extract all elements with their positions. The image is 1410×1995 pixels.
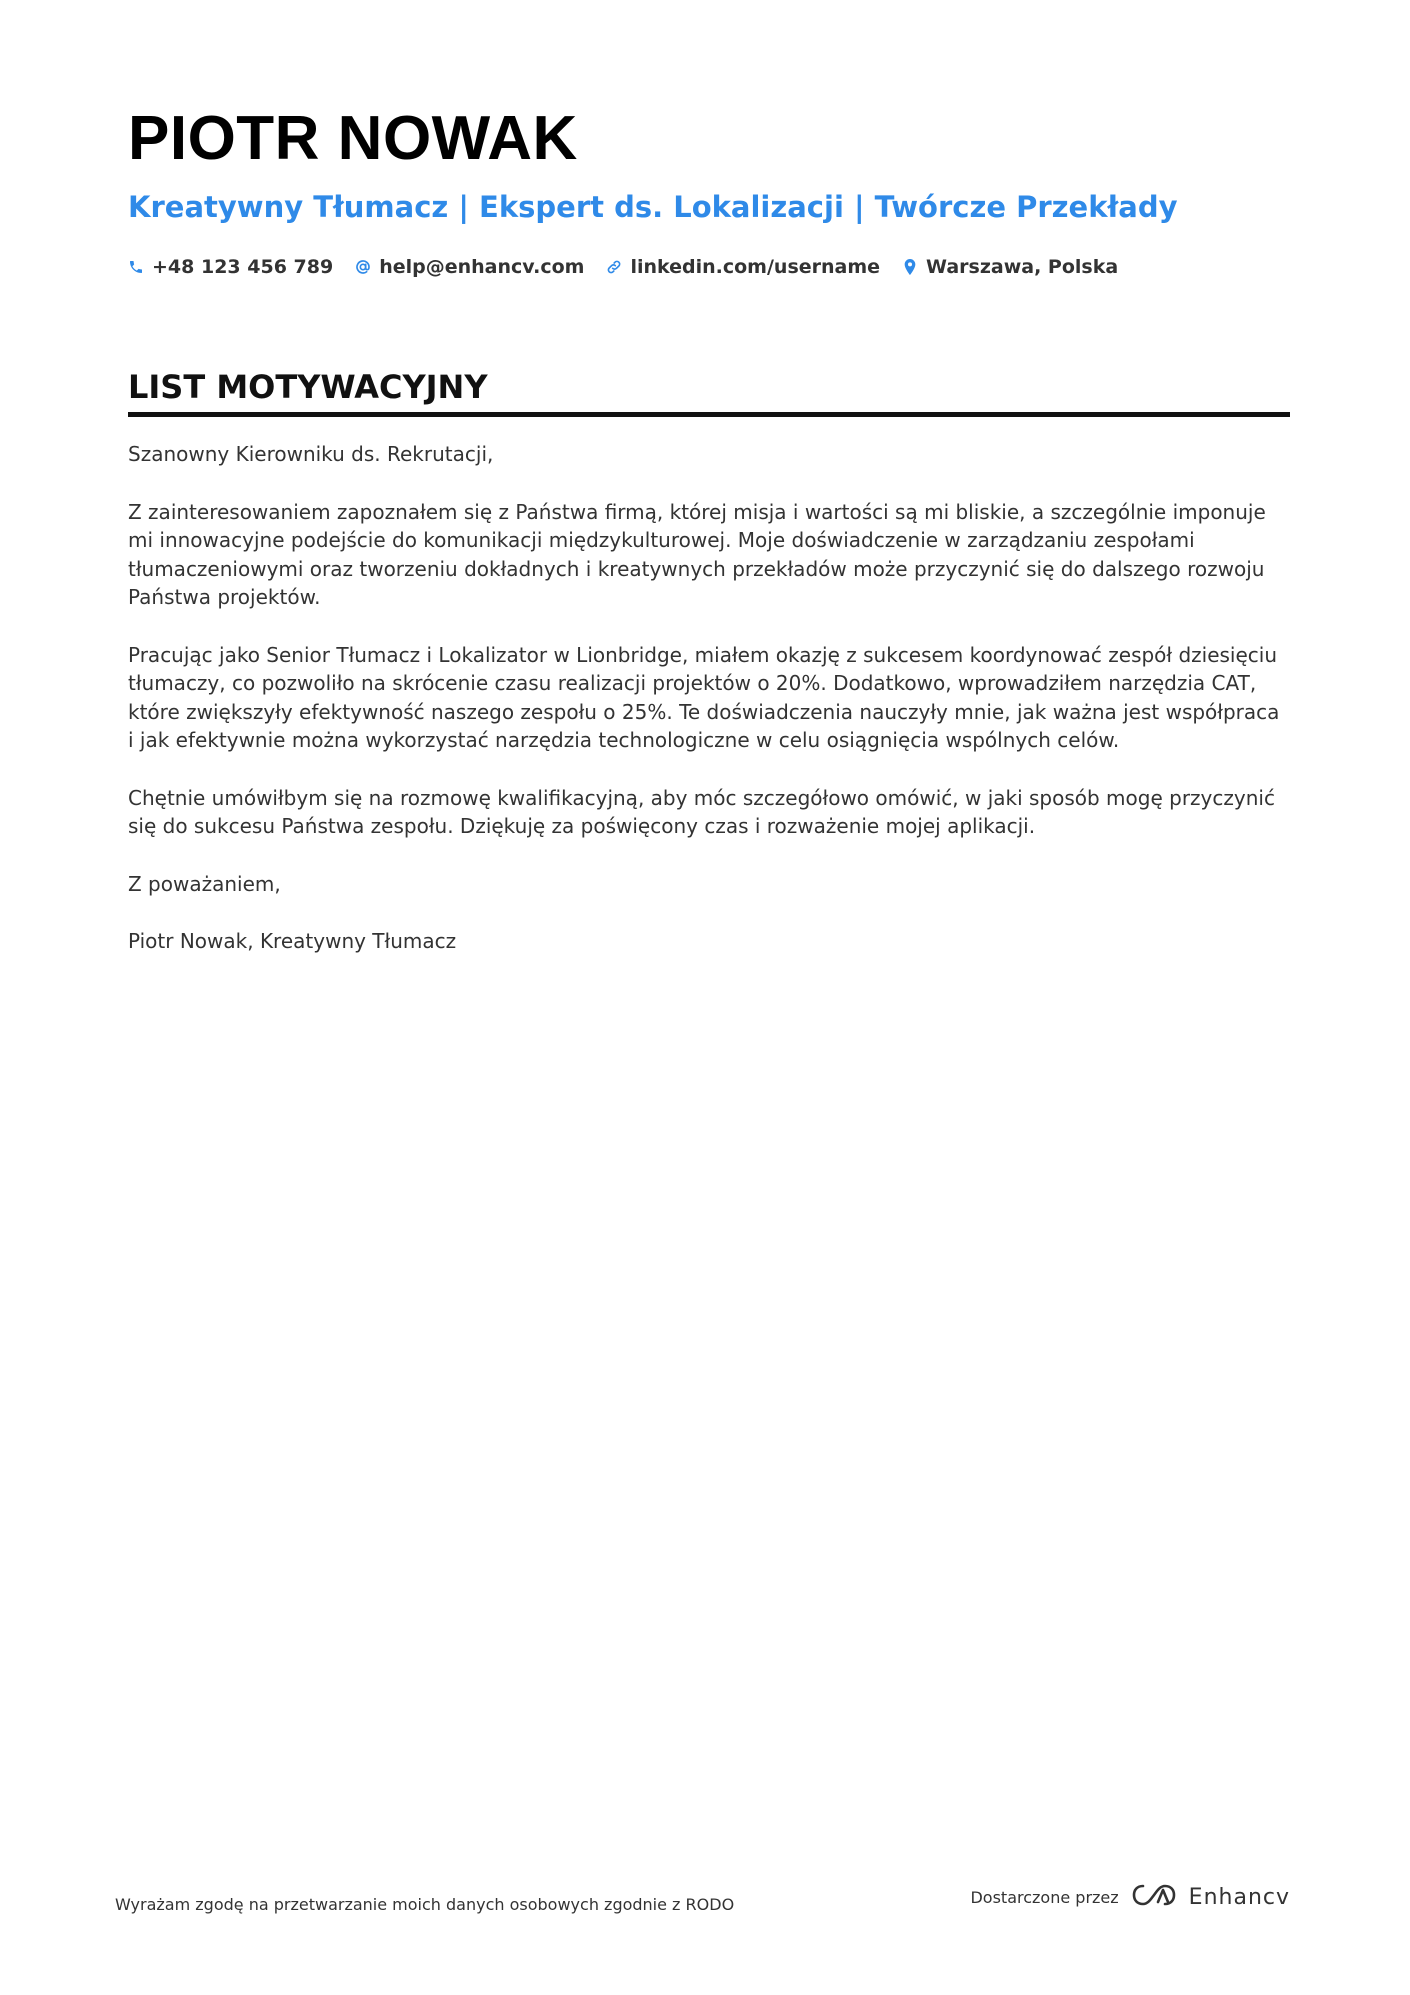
letter-paragraph: Chętnie umówiłbym się na rozmowę kwalifikacyjną, aby móc szczegółowo omówić, w jaki sposób mogę przyczynić się do sukcesu Państwa zespołu. Dziękuję za poświęcony czas i rozważenie mojej aplikacji. xyxy=(128,785,1275,838)
location-pin-icon xyxy=(902,258,918,276)
applicant-headline: Kreatywny Tłumacz | Ekspert ds. Lokalizacji | Twórcze Przekłady xyxy=(128,190,1178,224)
letter-paragraph: Pracując jako Senior Tłumacz i Lokalizator w Lionbridge, miałem okazję z sukcesem koordynować zespół dziesięciu tłumaczy, co pozwoliło na skrócenie czasu realizacji projektów o 20%. Dodatkowo, wprowadziłem narzędzia CAT, które zwiększyły efektywność naszego zespołu o 25%. Te doświadczenia nauczyły mnie, jak ważna jest współpraca i jak efektywnie można wykorzystać narzędzia technologiczne w celu osiągnięcia wspólnych celów. xyxy=(128,642,1280,752)
linkedin-text: linkedin.com/username xyxy=(630,256,881,278)
contact-phone[interactable] xyxy=(128,256,333,278)
letter-paragraph: Z zainteresowaniem zapoznałem się z Państwa firmą, której misja i wartości są mi bliskie, a szczególnie imponuje mi innowacyjne podejście do komunikacji międzykulturowej. Moje doświadczenie w zarządzaniu zespołami tłumaczeniowymi oraz tworzeniu dokładnych i kreatywnych przekładów może przyczynić się do dalszego rozwoju Państwa projektów. xyxy=(128,499,1266,609)
location-text: Warszawa, Polska xyxy=(926,256,1119,278)
applicant-name: PIOTR NOWAK xyxy=(128,104,578,173)
enhancv-logo-icon xyxy=(1131,1882,1177,1912)
email-text: help@enhancv.com xyxy=(379,256,585,278)
contact-email[interactable] xyxy=(355,256,584,278)
powered-by-label: Dostarczone przez xyxy=(970,1887,1119,1907)
section-title: LIST MOTYWACYJNY xyxy=(128,368,1290,417)
letter-body xyxy=(128,440,1290,985)
contact-linkedin[interactable] xyxy=(606,256,880,278)
signature: Piotr Nowak, Kreatywny Tłumacz xyxy=(128,929,457,953)
contact-location xyxy=(902,256,1118,278)
at-icon xyxy=(355,259,371,275)
phone-icon xyxy=(128,259,144,275)
consent-clause: Wyrażam zgodę na przetwarzanie moich danych osobowych zgodnie z RODO xyxy=(115,1895,735,1914)
salutation: Szanowny Kierowniku ds. Rekrutacji, xyxy=(128,442,494,466)
closing: Z poważaniem, xyxy=(128,871,281,896)
contact-bar xyxy=(128,256,1118,278)
phone-text: +48 123 456 789 xyxy=(152,256,334,278)
link-icon xyxy=(606,259,622,275)
powered-by[interactable] xyxy=(970,1882,1290,1912)
brand-name: Enhancv xyxy=(1188,1884,1290,1910)
